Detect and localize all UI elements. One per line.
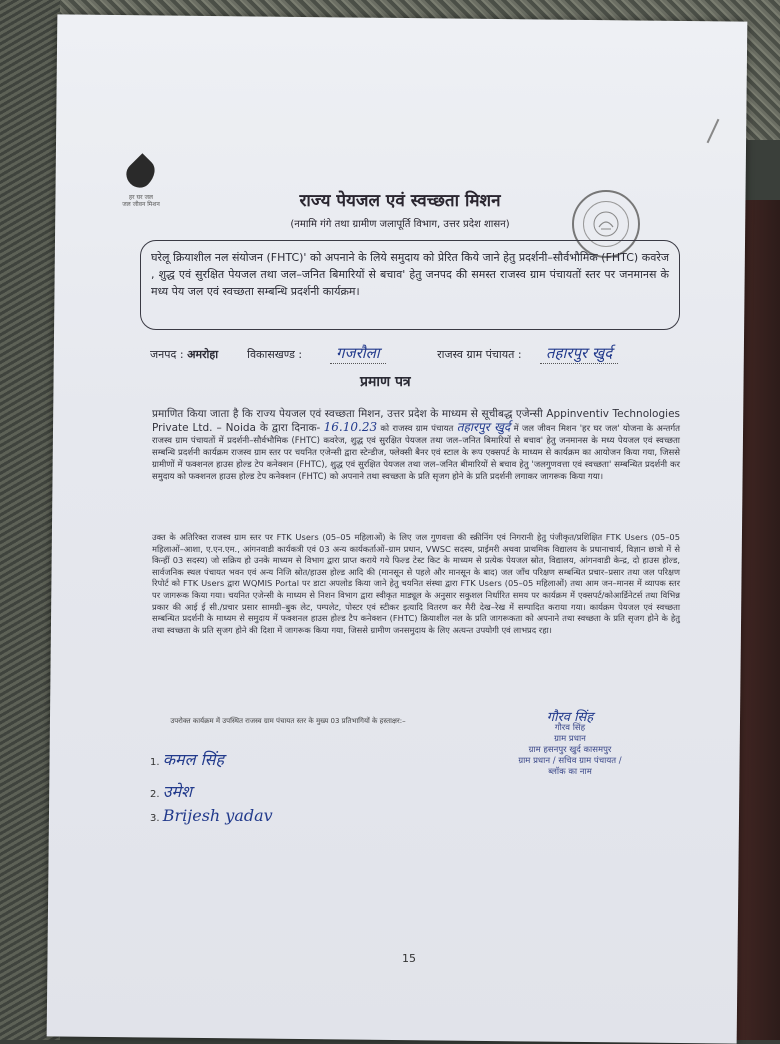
jal-jeevan-mission-logo — [108, 158, 174, 214]
signature-number: 3. — [150, 813, 160, 824]
pradhan-signature: गौरव सिंह — [546, 710, 594, 725]
panchayat-inline-handwritten: तहारपुर खुर्द — [456, 420, 511, 434]
block-label: विकासखण्ड : — [247, 348, 303, 361]
program-description-box: घरेलू क्रियाशील नल संयोजन (FHTC)' को अपनाने के लिये समुदाय को प्रेरित किये जाने हेतु प्रदर्शनी–सौर्वभौमिक (FHTC) कवरेज , शुद्ध एवं सुरक्षित पेयजल तथा जल–जनित बिमारियों से बचाव' हेतु जनपद की समस्त राजस्व ग्राम पंचायतों स्तर पर जनमानस के मध्य पेय जल एवं स्वच्छता सम्बन्धि प्रदर्शनी कार्यक्रम। — [140, 240, 680, 330]
para1-mid: को राजस्व ग्राम पंचायत — [380, 424, 454, 434]
certificate-title: प्रमाण पत्र — [360, 374, 411, 390]
participant-signature: Brijesh yadav — [162, 806, 273, 825]
page-subtitle: (नमामि गंगे तथा ग्रामीण जलापूर्ति विभाग, उत्तर प्रदेश शासन) — [290, 219, 510, 230]
stamp-line: ब्लॉक का नाम — [548, 767, 592, 777]
para1-lead: प्रमाणित किया जाता है कि राज्य पेयजल एवं स्वच्छता मिशन, उत्तर प्रदेश के माध्यम से सूचीबद्ध एजेन्सी Appinventiv Technologies Private Ltd. – Noida के द्वारा दिनाक- — [152, 408, 680, 434]
panchayat-value-handwritten: तहारपुर खुर्द — [540, 343, 618, 364]
certificate-paragraph-1 — [152, 408, 680, 483]
water-drop-icon — [121, 153, 161, 193]
certificate-paragraph-2: उक्त के अतिरिक्त राजस्व ग्राम स्तर पर FTK Users (05–05 महिलाओं) के लिए जल गुणवत्ता की स्क्रीनिंग एवं निगरानी हेतु पंजीकृत/प्रशिक्षित FTK Users (05–05 महिलाओं–आशा, ए.एन.एम., आंगनवाडी कार्यकत्री एवं 03 अन्य कार्यकर्ताओं–ग्राम प्रधान, VWSC सदस्य, प्राईमरी अथवा प्राथमिक विद्यालय के प्रधानाचार्य, विज्ञान छात्रो में से किन्हीं 03 सदस्य) जो सक्रिय हो उनके माध्यम से विभाग द्वारा प्राप्त कराये गये फिल्ड टेस्ट किट के माध्यम से प्रत्येक पेयजल स्रोत, विद्यालय, आंगनवाडी केन्द्र, दो हाउस होल्ड, सार्वजनिक स्थल पंचायत भवन एवं अन्य निजि स्रोत/हाउस होल्ड आदि की (मानसून से पहले और मानसून के बाद) जल जाँच परिक्षण सम्बन्धित प्रचार–प्रसार तथा जल परिक्षण रिपोर्ट को FTK Users द्वारा WQMIS Portal पर डाटा अपलोड किया जाने हेतु चयनित संस्था द्वारा FTK Users (05–05 महिलाओं) तथा आम जन–मानस में व्यापक स्तर पर जागरूक किया गया। चयनित एजेन्सी के माध्यम से निशन विभाग द्वारा स्वीकृत माड्यूल के अनुसार सकुशल निर्धारित समय पर कार्यक्रम में एक्सपर्ट/कोआर्डिनेटर्स तथा विभिन्न प्रकार की आई ई सी./प्रचार प्रसार सामग्री–बुक लेट, पम्पलेट, पोस्टर एवं स्टीकर इत्यादि वितरण कर मैरी देख–रेख में सम्पादित कराया गया। कार्यक्रम पेयजल एवं स्वच्छता सम्बन्धित प्रदर्शनी के माध्यम से समुदाय में फक्शनल हाउस होल्ड टैप कनेक्शन (FHTC) क्रियाशील नल के प्रति जागरूकता को अपनाने तथा स्वच्छता के प्रति सृजग होने के हेतु तथा स्वच्छता के प्रति सृजग होने की दिशा में जागरूक किया गया, जिससे ग्रामीण जनसमुदाय के लिए अत्यन्त उपयोगी एवं लाभप्रद रहा। — [152, 532, 680, 635]
signature-line-3 — [150, 806, 273, 825]
panchayat-label: राजस्व ग्राम पंचायत : — [437, 348, 522, 361]
pradhan-stamp — [470, 712, 670, 778]
signature-line-1 — [150, 748, 224, 770]
stamp-line: गौरव सिंह — [554, 723, 586, 733]
para1-rest: में जल जीवन मिशन 'हर घर जल' योजना के अन्तर्गत राजस्व ग्राम पंचायतों में प्रदर्शनी–सौर्वभौमिक (FHTC) कवरेज, शुद्ध एवं सुरक्षित पेयजल तथा जल–जनित बिमारियों से बचाव' हेतु जनमानस के मध्य पेयजल एवं स्वच्छता सम्बन्धि प्रदर्शनी कार्यक्रम राजस्व ग्राम स्तर पर चयनित एजेन्सी द्वारा स्टेन्डीज, फ्लेक्सी बैनर एवं स्टाल के रूप एक्सपर्ट के माध्यम से कार्यक्रम का आयोजन किया गया, जिससे ग्रामीणों में फक्शनल हाउस होल्ड टेप कनेक्शन (FHTC), शुद्ध एवं सुरक्षित पेयजल तथा जल–जनित बीमारियों से बचाव हेतु 'जलगुणवत्ता एवं स्वच्छता' सम्बन्धित प्रदर्शनी कर समुदाय को फक्शनल हाउस होल्ड टेप कनेक्शन (FHTC) को अपनाने तथा स्वच्छता के प्रति सृजग होने के प्रति प्रदर्शनी लगाकर जागरूक किया गया। — [152, 424, 680, 482]
block-value-handwritten: गजरौला — [330, 343, 386, 364]
stamp-line: ग्राम हसनपुर खुर्द कासमपुर — [528, 745, 612, 755]
page-number: 15 — [402, 952, 416, 965]
signatures-intro: उपरोक्त कार्यक्रम में उपस्थित राजस्व ग्राम पंचायत स्तर के मुख्य 03 प्रतिभागियों के हस्ताक्षर:– — [170, 717, 406, 725]
event-date-handwritten: 16.10.23 — [323, 420, 378, 434]
participant-signature: उमेश — [162, 782, 192, 801]
signature-line-2 — [150, 780, 192, 802]
district-value: अमरोहा — [187, 348, 219, 361]
signature-number: 2. — [150, 789, 160, 800]
stamp-line: ग्राम प्रधान / सचिव ग्राम पंचायत / — [518, 756, 622, 766]
district-label: जनपद : — [150, 348, 184, 361]
signature-number: 1. — [150, 757, 160, 768]
stamp-line: ग्राम प्रधान — [554, 734, 586, 744]
participant-signature: कमल सिंह — [162, 750, 224, 769]
page-title: राज्य पेयजल एवं स्वच्छता मिशन — [299, 191, 501, 211]
logo-caption-line-1: हर घर जल — [129, 194, 153, 201]
logo-caption-line-2: जल जीवन मिशन — [122, 201, 160, 208]
